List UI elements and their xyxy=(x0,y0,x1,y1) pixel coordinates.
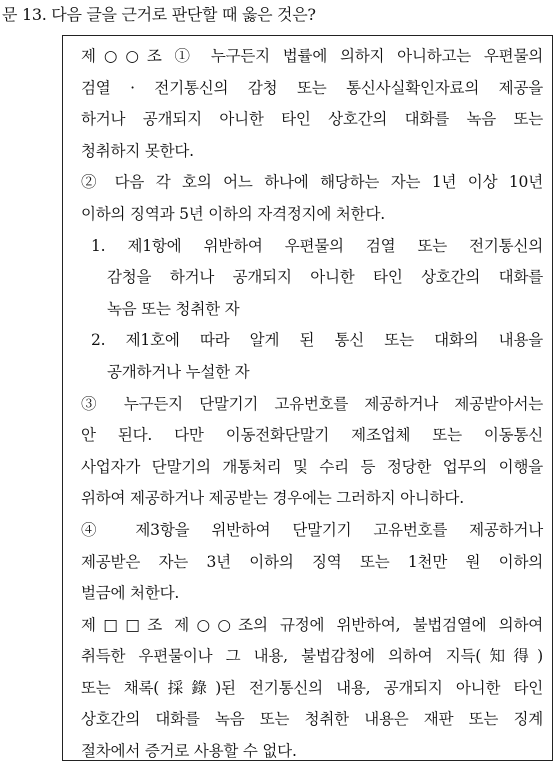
passage-line: 절차에서 증거로 사용할 수 없다. xyxy=(81,742,297,761)
passage-line: 검열 · 전기통신의 감청 또는 통신사실확인자료의 제공을 xyxy=(81,78,543,97)
passage-line: ② 다음 각 호의 어느 하나에 해당하는 자는 1년 이상 10년 xyxy=(81,173,543,192)
passage-line: 상호간의 대화를 녹음 또는 청취한 내용은 재판 또는 징계 xyxy=(81,710,543,729)
passage-line: 제○○조 ① 누구든지 법률에 의하지 아니하고는 우편물의 xyxy=(81,47,543,65)
passage-line: 제□□조 제○○조의 규정에 위반하여, 불법검열에 의하여 xyxy=(81,615,543,634)
passage-line: 하거나 공개되지 아니한 타인 상호간의 대화를 녹음 또는 xyxy=(81,110,543,129)
question-number: 문 13. xyxy=(2,5,47,24)
passage-line: 사업자가 단말기의 개통처리 및 수리 등 정당한 업무의 이행을 xyxy=(81,457,543,476)
passage-box xyxy=(62,35,553,761)
passage-item-line: 공개하거나 누설한 자 xyxy=(107,362,250,381)
passage-line: 취득한 우편물이나 그 내용, 불법감청에 의하여 지득(知得) xyxy=(81,647,543,666)
passage-line: 위하여 제공하거나 제공받는 경우에는 그러하지 아니하다. xyxy=(81,489,464,508)
passage-line: 또는 채록(採錄)된 전기통신의 내용, 공개되지 아니한 타인 xyxy=(81,678,543,697)
passage-item-line: 1. 제1항에 위반하여 우편물의 검열 또는 전기통신의 xyxy=(91,236,543,255)
passage-item-line: 2. 제1호에 따라 알게 된 통신 또는 대화의 내용을 xyxy=(91,331,543,350)
passage-line: 벌금에 처한다. xyxy=(81,584,180,603)
question-heading xyxy=(2,4,316,26)
passage-item-line: 감청을 하거나 공개되지 아니한 타인 상호간의 대화를 xyxy=(107,268,543,287)
passage-line: 제공받은 자는 3년 이하의 징역 또는 1천만 원 이하의 xyxy=(81,552,543,571)
passage-line: 안 된다. 다만 이동전화단말기 제조업체 또는 이동통신 xyxy=(81,426,543,445)
passage-line: ③ 누구든지 단말기기 고유번호를 제공하거나 제공받아서는 xyxy=(81,394,543,413)
question-text: 다음 글을 근거로 판단할 때 옳은 것은? xyxy=(51,5,316,24)
passage-line: 청취하지 못한다. xyxy=(81,141,194,160)
passage-item-line: 녹음 또는 청취한 자 xyxy=(107,299,240,318)
passage-line: ④ 제3항을 위반하여 단말기기 고유번호를 제공하거나 xyxy=(81,520,543,539)
passage-line: 이하의 징역과 5년 이하의 자격정지에 처한다. xyxy=(81,204,385,223)
